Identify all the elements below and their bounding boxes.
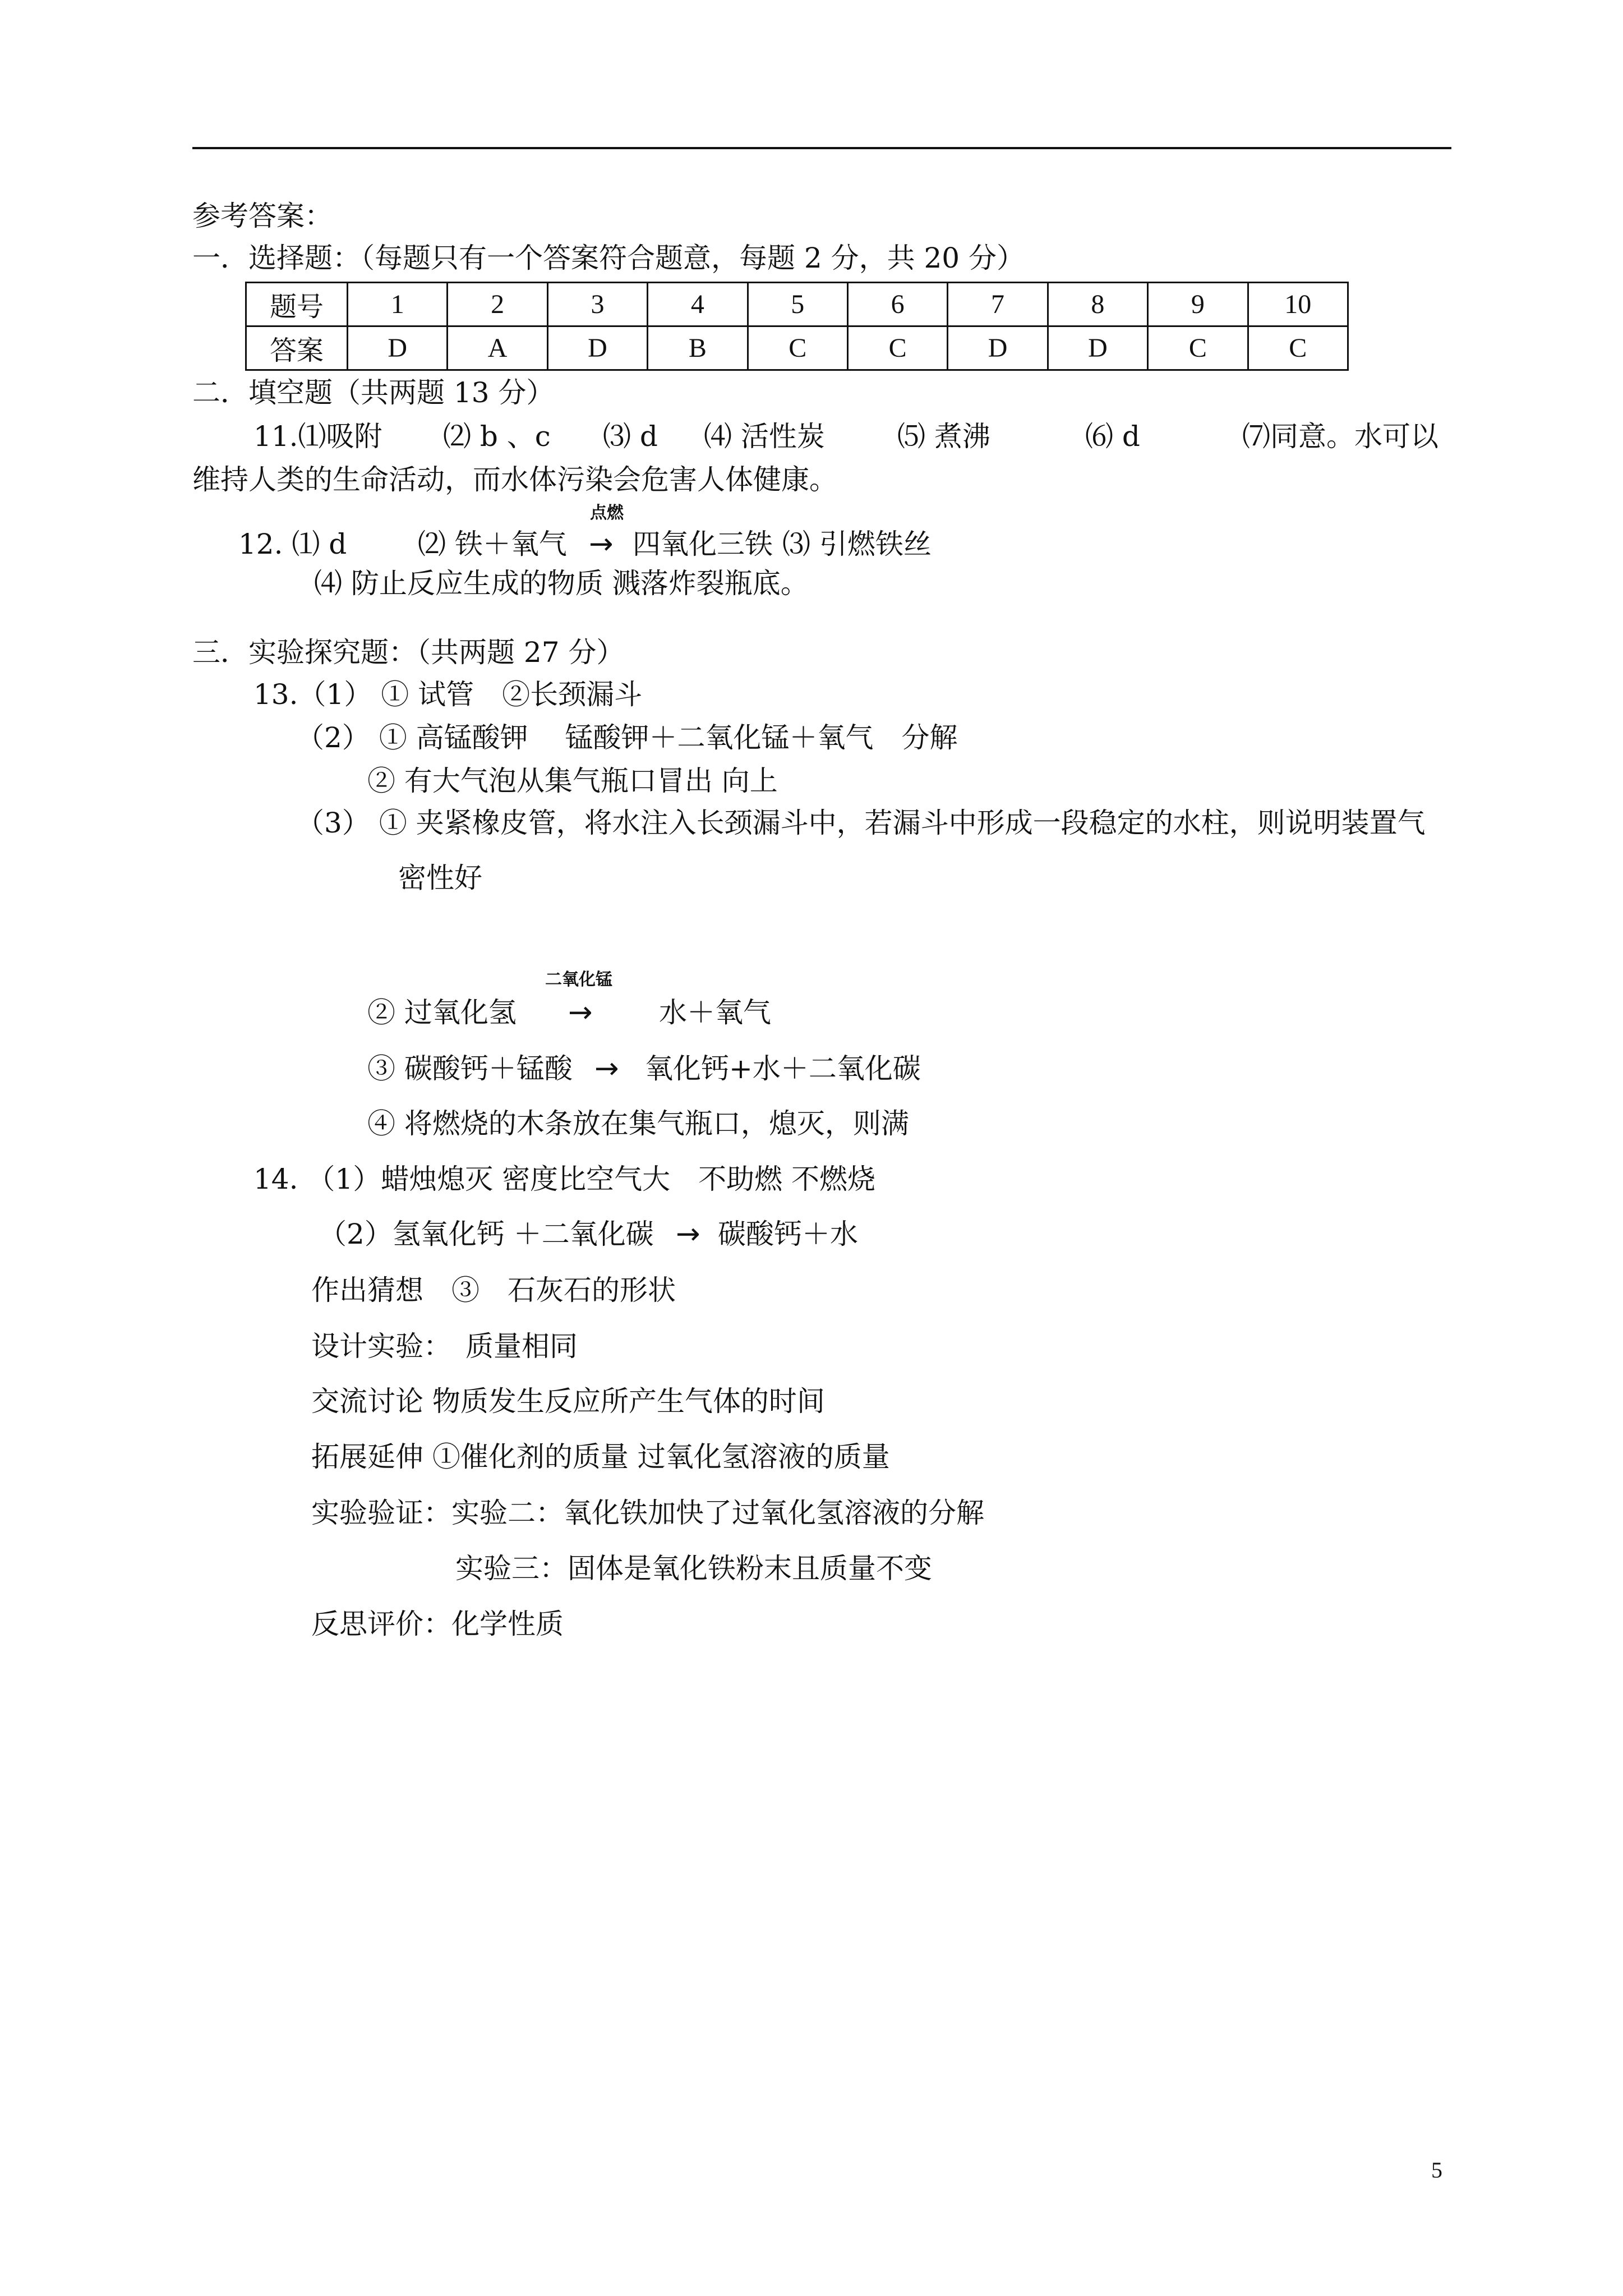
header-rule [192, 147, 1451, 149]
q12-part2: ⑵ 铁＋氧气 [418, 528, 567, 560]
q11-line2: 维持人类的生命活动，而水体污染会危害人体健康。 [192, 463, 837, 496]
q13-part3-line4: ④ 将燃烧的木条放在集气瓶口，熄灭，则满 [367, 1107, 909, 1140]
table-cell: C [748, 326, 847, 370]
section2-heading: 二．填空题（共两题 13 分） [192, 376, 555, 409]
table-row-numbers [246, 283, 1348, 326]
table-cell: D [948, 326, 1048, 370]
table-cell: 1 [348, 283, 448, 326]
q14-design: 设计实验： 质量相同 [311, 1330, 578, 1363]
row-label-answer: 答案 [246, 326, 348, 370]
q13-part3-line2-right: 水＋氧气 [659, 996, 771, 1029]
q14-guess: 作出猜想 ③ 石灰石的形状 [311, 1274, 676, 1306]
q13-part3-line3-right: 氧化钙+水＋二氧化碳 [645, 1052, 921, 1085]
table-cell: D [1048, 326, 1147, 370]
table-cell: 8 [1048, 283, 1147, 326]
catalyst-condition-label: 二氧化锰 [545, 970, 612, 990]
section1-heading: 一．选择题：（每题只有一个答案符合题意，每题 2 分，共 20 分） [192, 242, 1025, 274]
q14-verify-line2: 实验三：固体是氧化铁粉末且质量不变 [455, 1552, 932, 1585]
table-cell: B [648, 326, 748, 370]
q14-part1: 14. （1）蜡烛熄灭 密度比空气大 不助燃 不燃烧 [253, 1163, 876, 1195]
q13-part1: 13.（1） ① 试管 ②长颈漏斗 [253, 678, 643, 711]
q11-part1: 11.⑴吸附 [253, 420, 382, 453]
table-cell: D [348, 326, 448, 370]
q14-verify-line1: 实验验证：实验二：氧化铁加快了过氧化氢溶液的分解 [311, 1497, 984, 1529]
table-cell: 10 [1248, 283, 1348, 326]
table-cell: 4 [648, 283, 748, 326]
q12-part1: 12. ⑴ d [238, 528, 347, 560]
q12-line2: ⑷ 防止反应生成的物质 溅落炸裂瓶底。 [314, 567, 809, 600]
table-cell: 7 [948, 283, 1048, 326]
q14-extend: 拓展延伸 ①催化剂的质量 过氧化氢溶液的质量 [311, 1441, 890, 1473]
q11-part2: ⑵ b 、c [443, 420, 551, 453]
q14-discuss: 交流讨论 物质发生反应所产生气体的时间 [311, 1385, 825, 1418]
table-cell: 3 [547, 283, 647, 326]
table-cell: 5 [748, 283, 847, 326]
table-cell: C [847, 326, 947, 370]
answer-table [245, 282, 1349, 371]
q11-part3: ⑶ d [603, 420, 658, 453]
table-cell: C [1148, 326, 1248, 370]
q13-part3-line3-left: ③ 碳酸钙＋锰酸 [367, 1052, 573, 1085]
page-number: 5 [1431, 2157, 1442, 2183]
q13-part3-line2-left: ② 过氧化氢 [367, 996, 517, 1029]
table-cell: 9 [1148, 283, 1248, 326]
q13-part3-line1: （3） ① 夹紧橡皮管，将水注入长颈漏斗中，若漏斗中形成一段稳定的水柱，则说明装置气 [296, 807, 1426, 839]
table-row-answers [246, 326, 1348, 370]
answer-key-title: 参考答案： [192, 200, 333, 232]
q13-part3-line1b: 密性好 [398, 862, 482, 894]
q12-part4: ⑶ 引燃铁丝 [782, 528, 932, 560]
q13-part2-line2: ② 有大气泡从集气瓶口冒出 向上 [367, 765, 778, 797]
reaction-arrow: → [589, 527, 614, 561]
q12-part3: 四氧化三铁 [633, 528, 773, 560]
q13-part2-line1: （2） ① 高锰酸钾 锰酸钾＋二氧化锰＋氧气 分解 [296, 721, 958, 754]
table-cell: D [547, 326, 647, 370]
q11-part6: ⑹ d [1085, 420, 1140, 453]
table-cell: 6 [847, 283, 947, 326]
q14-part2-left: （2）氢氧化钙 ＋二氧化碳 [319, 1218, 654, 1250]
table-cell: C [1248, 326, 1348, 370]
section3-heading: 三．实验探究题：（共两题 27 分） [192, 636, 625, 669]
q14-part2-right: 碳酸钙＋水 [718, 1218, 858, 1250]
q11-part7: ⑺同意。水可以 [1242, 420, 1438, 453]
q12-condition-label: 点燃 [590, 503, 624, 523]
q11-part4: ⑷ 活性炭 [704, 420, 825, 453]
q14-reflect: 反思评价：化学性质 [311, 1608, 564, 1640]
table-cell: 2 [448, 283, 547, 326]
reaction-arrow: → [568, 996, 593, 1029]
table-cell: A [448, 326, 547, 370]
reaction-arrow: → [594, 1052, 619, 1085]
reaction-arrow: → [676, 1217, 700, 1251]
q11-part5: ⑸ 煮沸 [897, 420, 990, 453]
row-label-number: 题号 [246, 283, 348, 326]
